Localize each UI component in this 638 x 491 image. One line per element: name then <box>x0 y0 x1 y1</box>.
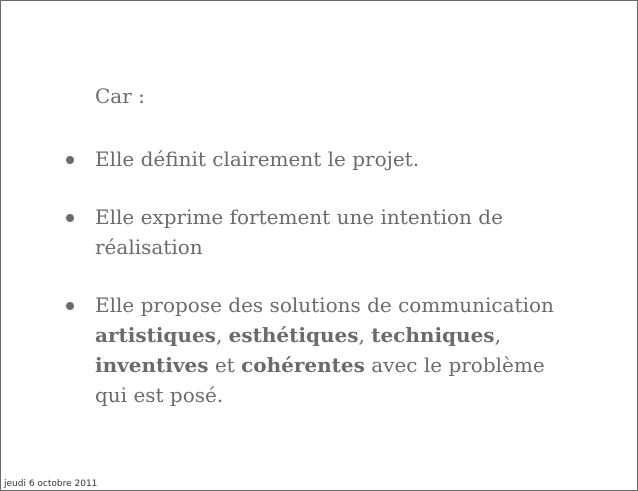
keyword-esthetiques: esthétiques <box>228 323 359 347</box>
bullet-text-segment: Elle propose des solutions de communication <box>95 293 554 317</box>
bullet-dot-icon <box>66 156 74 164</box>
bullet-text-segment: , <box>215 323 229 347</box>
bullet-dot-icon <box>66 214 74 222</box>
keyword-techniques: techniques <box>371 323 495 347</box>
bullet-text <box>95 290 575 410</box>
slide-intro-text: Car : <box>95 84 145 108</box>
footer-date: jeudi 6 octobre 2011 <box>4 479 98 489</box>
bullet-text-segment: , <box>358 323 372 347</box>
keyword-artistiques: artistiques <box>95 323 216 347</box>
bullet-text: Elle exprime fortement une intention de réalisation <box>95 205 503 259</box>
keyword-inventives: inventives <box>95 353 209 377</box>
bullet-text-segment: avec le problème qui est posé. <box>95 353 545 407</box>
bullet-text: Elle définit clairement le projet. <box>95 147 420 171</box>
slide-content <box>1 1 637 490</box>
keyword-coherentes: cohérentes <box>241 353 365 377</box>
bullet-text-segment: , <box>494 323 501 347</box>
bullet-text-segment: et <box>208 353 242 377</box>
bullet-dot-icon <box>66 302 74 310</box>
